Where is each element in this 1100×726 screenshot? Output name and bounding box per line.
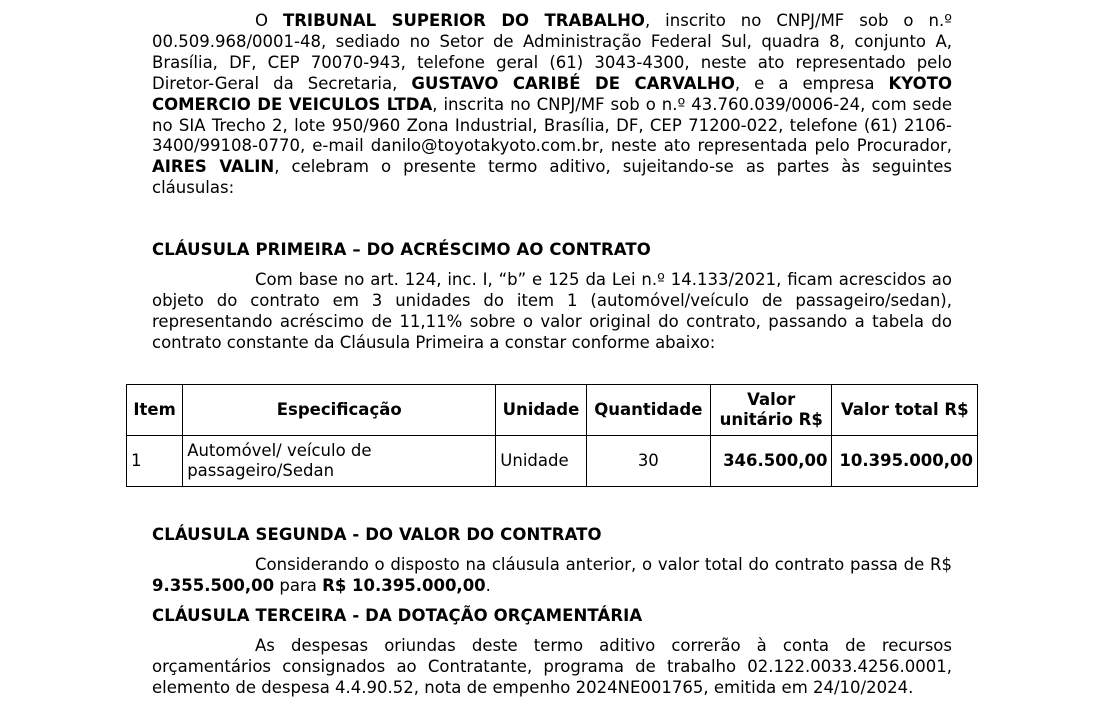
director-name: GUSTAVO CARIBÉ DE CARVALHO — [411, 73, 735, 93]
clause-3-paragraph — [152, 636, 952, 699]
attorney-name: AIRES VALIN — [152, 157, 275, 177]
cell-unit: Unidade — [496, 436, 586, 487]
clause-2-text: Considerando o disposto na cláusula anterior, o valor total do contrato passa de R$ — [255, 555, 952, 574]
header-specification: Especificação — [183, 385, 496, 436]
header-unit-value: Valor unitário R$ — [711, 385, 832, 436]
clause-2-paragraph — [152, 555, 952, 597]
cell-specification: Automóvel/ veículo de passageiro/Sedan — [183, 436, 496, 487]
intro-paragraph — [152, 11, 952, 199]
header-unit: Unidade — [496, 385, 586, 436]
table-header-row — [127, 385, 978, 436]
items-table — [126, 384, 978, 487]
previous-value: 9.355.500,00 — [152, 575, 275, 595]
intro-text: , inscrito no CNPJ/MF sob o n.º 00.509.968/0001-48, sediado no Setor de Administração Federal Sul, quadra 8, conjunto A, Brasília, DF, CEP 70070-943, telefone geral (61) 3043-4300, neste ato representado pelo Diretor-Geral da Secretaria, — [152, 11, 952, 93]
header-item: Item — [127, 385, 183, 436]
intro-text: , e a empresa — [734, 73, 889, 93]
header-quantity: Quantidade — [586, 385, 710, 436]
cell-unit-value: 346.500,00 — [711, 436, 832, 487]
clause-2-title: CLÁUSULA SEGUNDA - DO VALOR DO CONTRATO — [152, 525, 602, 544]
cell-total-value: 10.395.000,00 — [832, 436, 978, 487]
clause-1-text: Com base no art. 124, inc. I, “b” e 125 da Lei n.º 14.133/2021, ficam acrescidos ao objeto do contrato em 3 unidades do item 1 (automóvel/veículo de passageiro/sedan), representando acréscimo de 11,11% sobre o valor original do contrato, passando a tabela do contrato constante da Cláusula Primeira a constar conforme abaixo: — [152, 270, 952, 352]
clause-3-text: As despesas oriundas deste termo aditivo correrão à conta de recursos orçamentários consignados ao Contratante, programa de trabalho 02.122.0033.4256.0001, elemento de despesa 4.4.90.52, nota de empenho 2024NE001765, emitida em 24/10/2024. — [152, 636, 952, 697]
clause-2-text: . — [485, 575, 491, 595]
company-name: KYOTO COMERCIO DE VEICULOS LTDA — [152, 73, 952, 114]
intro-text: , celebram o presente termo aditivo, sujeitando-se as partes às seguintes cláusulas: — [152, 157, 952, 198]
cell-item: 1 — [127, 436, 183, 487]
clause-2-text: para — [274, 575, 323, 595]
intro-text: , inscrita no CNPJ/MF sob o n.º 43.760.039/0006-24, com sede no SIA Trecho 2, lote 950/960 Zona Industrial, Brasília, DF, CEP 71200-022, telefone (61) 2106-3400/99108-0770, e-mail danilo@toyotakyoto.com.br, neste ato representada pelo Procurador, — [152, 94, 952, 156]
clause-3-title: CLÁUSULA TERCEIRA - DA DOTAÇÃO ORÇAMENTÁRIA — [152, 606, 643, 625]
party-contractor-name: TRIBUNAL SUPERIOR DO TRABALHO — [282, 11, 645, 30]
clause-1-paragraph — [152, 270, 952, 354]
intro-text: O — [255, 11, 283, 30]
new-value: R$ 10.395.000,00 — [322, 575, 486, 595]
cell-quantity: 30 — [586, 436, 710, 487]
table-row — [127, 436, 978, 487]
header-total-value: Valor total R$ — [832, 385, 978, 436]
clause-1-title: CLÁUSULA PRIMEIRA – DO ACRÉSCIMO AO CONTRATO — [152, 240, 651, 259]
